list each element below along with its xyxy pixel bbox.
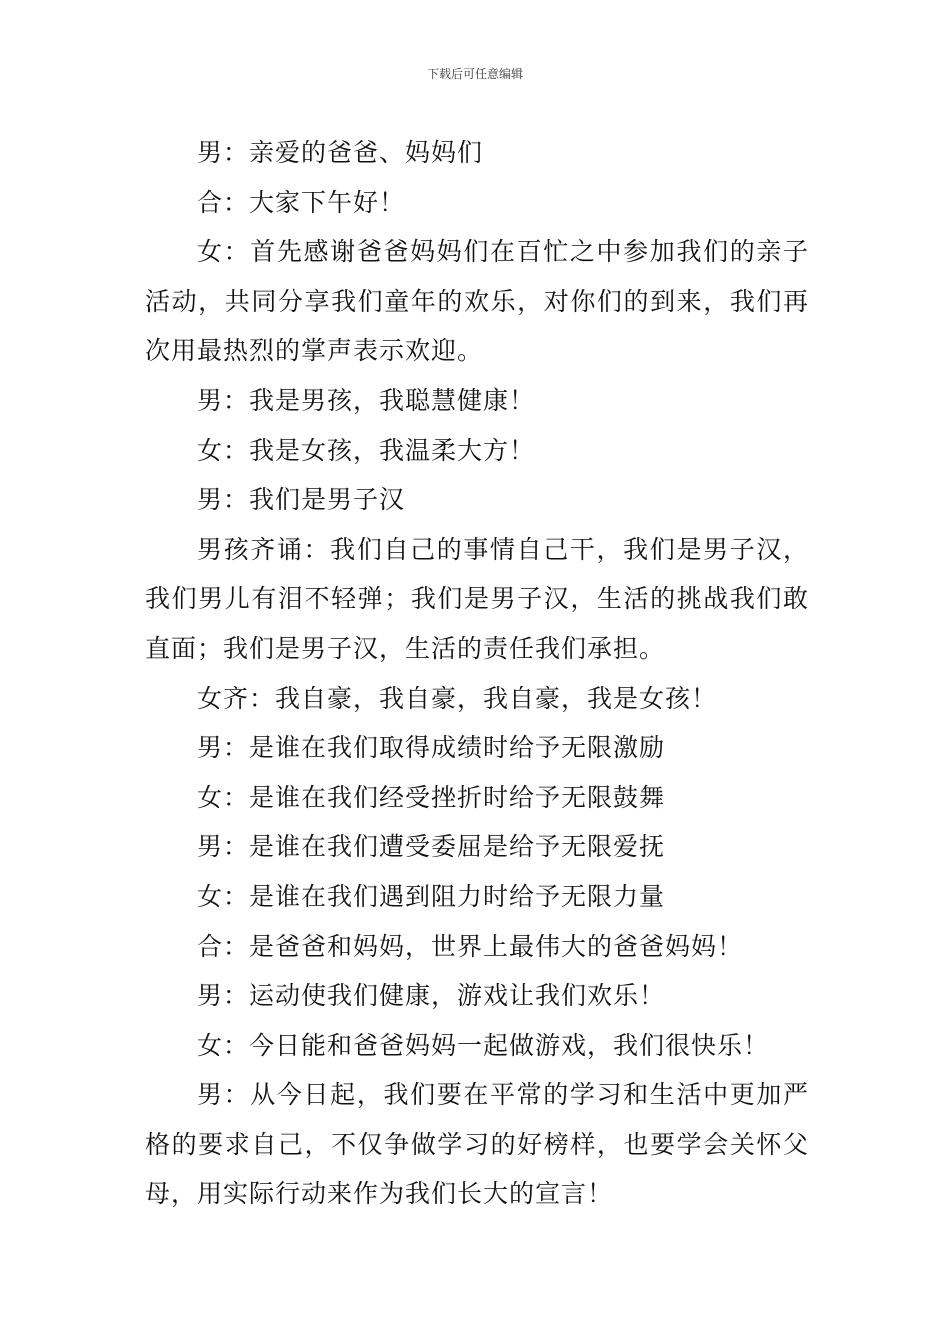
paragraph: 女：首先感谢爸爸妈妈们在百忙之中参加我们的亲子活动，共同分享我们童年的欢乐，对你们的到来，我们再次用最热烈的掌声表示欢迎。 <box>145 237 809 366</box>
paragraph: 男：是谁在我们取得成绩时给予无限激励 <box>197 733 666 763</box>
paragraph: 女：是谁在我们遇到阻力时给予无限力量 <box>197 881 666 911</box>
paragraph: 男：从今日起，我们要在平常的学习和生活中更加严格的要求自己，不仅争做学习的好榜样，也要学会关怀父母，用实际行动来作为我们长大的宣言！ <box>145 1080 809 1209</box>
paragraph: 女：我是女孩，我温柔大方！ <box>197 435 536 465</box>
paragraph: 男：我们是男子汉 <box>197 485 406 515</box>
paragraph: 女齐：我自豪，我自豪，我自豪，我是女孩！ <box>197 683 718 713</box>
paragraph: 男孩齐诵：我们自己的事情自己干，我们是男子汉，我们男儿有泪不轻弹；我们是男子汉，生活的挑战我们敢直面；我们是男子汉，生活的责任我们承担。 <box>145 534 809 663</box>
paragraph: 男：是谁在我们遭受委屈是给予无限爱抚 <box>197 832 666 862</box>
paragraph: 男：亲爱的爸爸、妈妈们 <box>197 138 484 167</box>
document-body <box>145 128 809 1219</box>
header-note: 下载后可任意编辑 <box>426 67 523 81</box>
paragraph: 女：是谁在我们经受挫折时给予无限鼓舞 <box>197 782 666 812</box>
paragraph: 合：是爸爸和妈妈，世界上最伟大的爸爸妈妈！ <box>197 931 744 961</box>
paragraph: 女：今日能和爸爸妈妈一起做游戏，我们很快乐！ <box>197 1030 770 1060</box>
paragraph: 合：大家下午好！ <box>197 187 406 217</box>
paragraph: 男：我是男孩，我聪慧健康！ <box>197 385 536 415</box>
paragraph: 男：运动使我们健康，游戏让我们欢乐！ <box>197 981 666 1011</box>
